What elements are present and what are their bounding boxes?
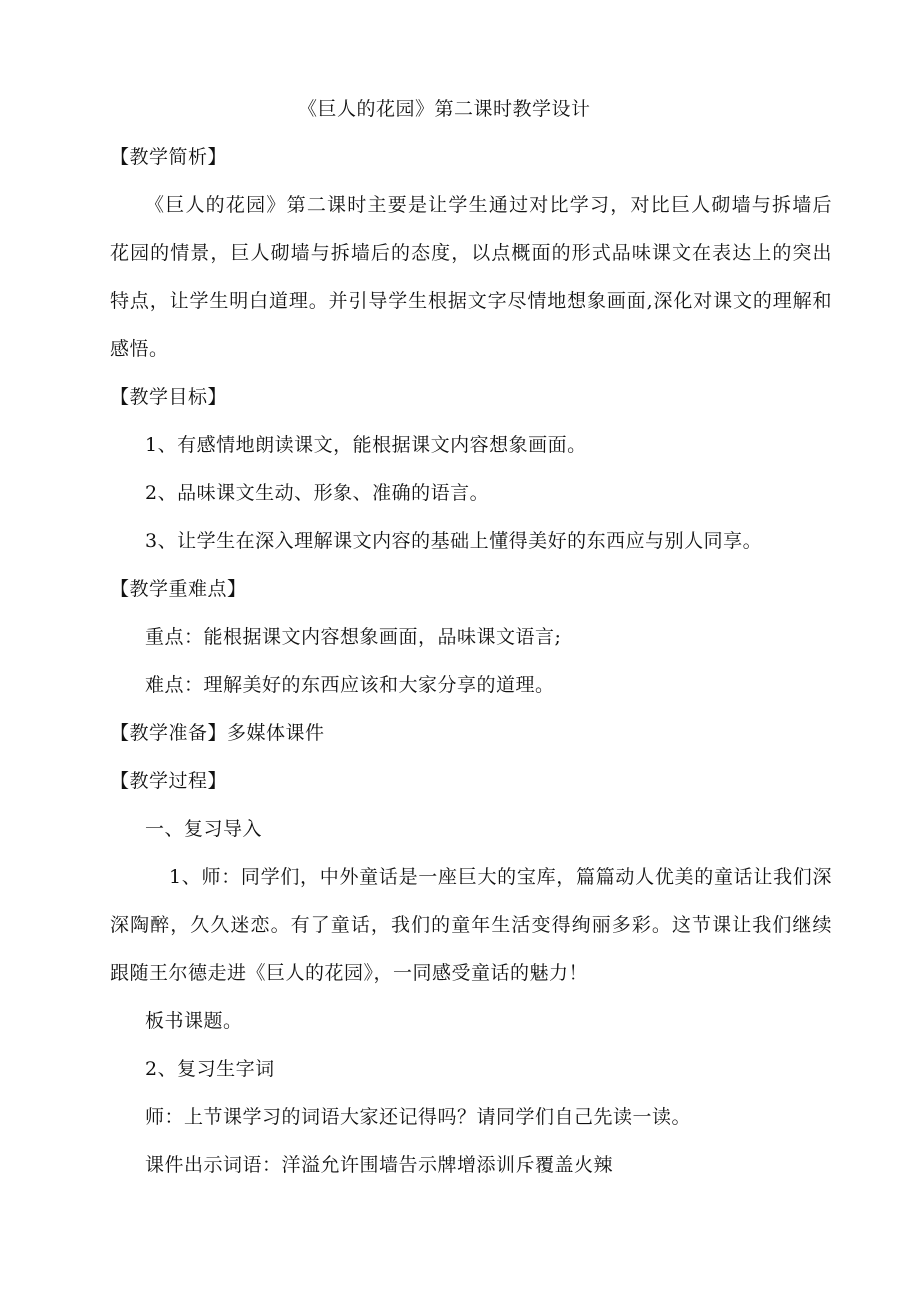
objective-item: 1、有感情地朗读课文，能根据课文内容想象画面。	[145, 434, 587, 456]
paragraph-line: 《巨人的花园》第二课时主要是让学生通过对比学习，对比巨人砌墙与拆墙后	[145, 194, 832, 216]
paragraph-line: 深陶醉，久久迷恋。有了童话，我们的童年生活变得绚丽多彩。这节课让我们继续	[110, 914, 832, 936]
key-point-item: 难点：理解美好的东西应该和大家分享的道理。	[145, 674, 555, 696]
paragraph-line: 1、师：同学们，中外童话是一座巨大的宝库，篇篇动人优美的童话让我们深	[169, 866, 832, 888]
key-point-item: 重点：能根据课文内容想象画面，品味课文语言;	[145, 626, 562, 648]
document-title: 《巨人的花园》第二课时教学设计	[298, 98, 591, 120]
paragraph-line: 花园的情景，巨人砌墙与拆墙后的态度，以点概面的形式品味课文在表达上的突出	[110, 242, 832, 264]
section-heading-objectives: 【教学目标】	[110, 386, 228, 408]
section-heading-analysis: 【教学简析】	[110, 146, 228, 168]
paragraph-line: 感悟。	[110, 338, 169, 360]
objective-item: 2、品味课文生动、形象、准确的语言。	[145, 482, 490, 504]
paragraph-line: 特点，让学生明白道理。并引导学生根据文字尽情地想象画面,深化对课文的理解和	[110, 290, 832, 312]
objective-item: 3、让学生在深入理解课文内容的基础上懂得美好的东西应与别人同享。	[145, 530, 763, 552]
section-heading-key-points: 【教学重难点】	[110, 578, 247, 600]
section-heading-process: 【教学过程】	[110, 770, 228, 792]
process-sub-heading: 2、复习生字词	[145, 1058, 275, 1080]
vocabulary-display: 课件出示词语：洋溢允许围墙告示牌增添训斥覆盖火辣	[145, 1154, 614, 1176]
board-title-note: 板书课题。	[145, 1010, 243, 1032]
teacher-question: 师：上节课学习的词语大家还记得吗？请同学们自己先读一读。	[145, 1106, 692, 1128]
paragraph-line: 跟随王尔德走进《巨人的花园》，一同感受童话的魅力！	[110, 962, 589, 984]
process-step-heading: 一、复习导入	[145, 818, 263, 840]
section-heading-preparation: 【教学准备】多媒体课件	[110, 722, 325, 744]
